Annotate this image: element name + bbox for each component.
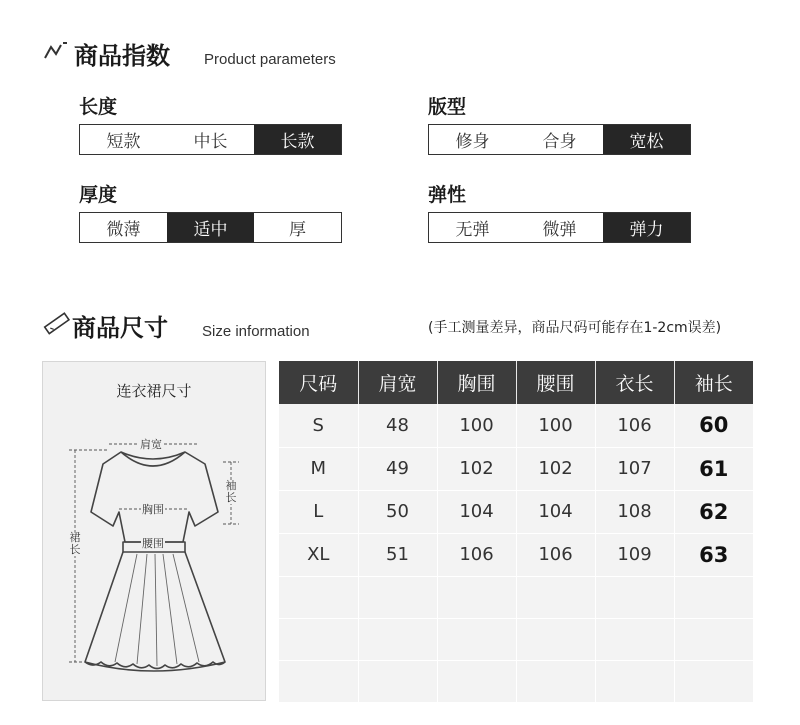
param-option: 微薄 — [80, 213, 167, 242]
table-cell — [437, 618, 516, 660]
table-cell — [358, 660, 437, 702]
header-waist: 腰围 — [516, 361, 595, 404]
table-cell — [674, 576, 753, 618]
param-option: 修身 — [429, 125, 516, 154]
table-cell: 106 — [437, 533, 516, 576]
table-cell: 63 — [674, 533, 753, 576]
label-waist: 腰围 — [142, 537, 164, 550]
table-cell — [279, 618, 358, 660]
param-option-selected: 长款 — [254, 125, 341, 154]
measurement-note: (手工测量差异，商品尺码可能存在1-2cm误差) — [428, 320, 722, 336]
table-cell — [437, 660, 516, 702]
size-section-subtitle: Size information — [202, 323, 310, 340]
param-option: 合身 — [516, 125, 603, 154]
param-length — [79, 92, 342, 155]
param-fit-options — [428, 124, 691, 155]
param-thickness — [79, 180, 342, 243]
label-skirt-length: 裙长 — [69, 531, 81, 556]
table-cell — [358, 576, 437, 618]
table-row — [279, 404, 753, 447]
table-cell: 49 — [358, 447, 437, 490]
param-thickness-label: 厚度 — [79, 184, 118, 206]
label-shoulder: 肩宽 — [140, 438, 162, 451]
table-cell: 104 — [437, 490, 516, 533]
table-cell — [437, 576, 516, 618]
param-option-selected: 弹力 — [603, 213, 690, 242]
param-option: 中长 — [167, 125, 254, 154]
table-row-empty — [279, 618, 753, 660]
table-cell: 100 — [516, 404, 595, 447]
param-option: 微弹 — [516, 213, 603, 242]
params-section-header — [74, 36, 336, 71]
table-cell: 106 — [595, 404, 674, 447]
params-section-subtitle: Product parameters — [204, 51, 336, 68]
table-header-row — [279, 361, 753, 404]
table-cell — [516, 576, 595, 618]
table-cell: S — [279, 404, 358, 447]
table-cell — [358, 618, 437, 660]
size-section-title: 商品尺寸 — [72, 314, 168, 342]
param-length-label: 长度 — [79, 96, 118, 118]
label-chest: 胸围 — [142, 503, 164, 516]
table-cell: 109 — [595, 533, 674, 576]
zigzag-line-icon — [43, 41, 69, 61]
table-cell: XL — [279, 533, 358, 576]
table-cell — [674, 618, 753, 660]
size-section-header — [72, 308, 310, 343]
table-cell: 62 — [674, 490, 753, 533]
dress-figure-title: 连衣裙尺寸 — [116, 382, 192, 400]
param-thickness-options — [79, 212, 342, 243]
table-cell: 108 — [595, 490, 674, 533]
params-section-title: 商品指数 — [74, 42, 170, 70]
table-cell: 61 — [674, 447, 753, 490]
table-cell — [279, 576, 358, 618]
table-cell — [595, 576, 674, 618]
table-cell: 102 — [516, 447, 595, 490]
size-table — [279, 361, 753, 703]
table-cell: 100 — [437, 404, 516, 447]
table-cell: 50 — [358, 490, 437, 533]
table-cell: 51 — [358, 533, 437, 576]
table-cell — [595, 618, 674, 660]
header-length: 衣长 — [595, 361, 674, 404]
header-sleeve: 袖长 — [674, 361, 753, 404]
table-cell — [674, 660, 753, 702]
table-cell: 106 — [516, 533, 595, 576]
table-cell: 102 — [437, 447, 516, 490]
header-size: 尺码 — [279, 361, 358, 404]
table-row — [279, 533, 753, 576]
table-cell: L — [279, 490, 358, 533]
param-fit-label: 版型 — [428, 96, 467, 118]
header-chest: 胸围 — [437, 361, 516, 404]
param-option-selected: 宽松 — [603, 125, 690, 154]
table-cell: 60 — [674, 404, 753, 447]
table-cell: M — [279, 447, 358, 490]
param-option: 短款 — [80, 125, 167, 154]
table-cell: 107 — [595, 447, 674, 490]
param-elasticity-options — [428, 212, 691, 243]
table-row — [279, 447, 753, 490]
ruler-icon — [42, 312, 70, 336]
table-cell — [595, 660, 674, 702]
table-cell — [516, 618, 595, 660]
param-option: 厚 — [254, 213, 341, 242]
param-option: 无弹 — [429, 213, 516, 242]
label-sleeve: 袖长 — [225, 479, 237, 504]
table-cell — [279, 660, 358, 702]
param-elasticity-label: 弹性 — [428, 184, 467, 206]
table-row — [279, 490, 753, 533]
table-cell — [516, 660, 595, 702]
param-elasticity — [428, 180, 691, 243]
dress-figure-panel — [42, 361, 266, 701]
table-cell: 48 — [358, 404, 437, 447]
param-fit — [428, 92, 691, 155]
table-cell: 104 — [516, 490, 595, 533]
table-row-empty — [279, 576, 753, 618]
param-length-options — [79, 124, 342, 155]
table-row-empty — [279, 660, 753, 702]
param-option-selected: 适中 — [167, 213, 254, 242]
header-shoulder: 肩宽 — [358, 361, 437, 404]
